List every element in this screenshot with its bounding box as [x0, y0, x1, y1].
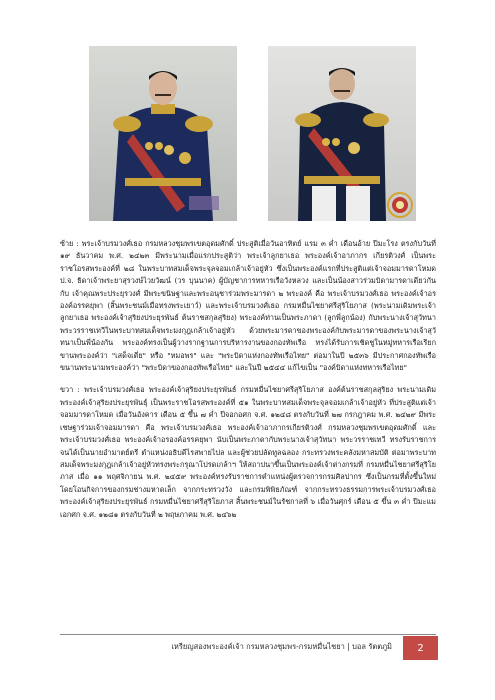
photo-right-portrait	[268, 46, 416, 221]
caption-right-description: ขวา : พระเจ้าบรมวงศ์เธอ พระองค์เจ้าสุริยงประยุรพันธ์ กรมหมื่นไชยาศรีสุริโยภาส องค์ต้นราชสกุลสุริยง พระนามเดิม พระองค์เจ้าสุริยงประยุรพันธุ์ เป็นพระราชโอรสพระองค์ที่ ๕๑ ในพระบาทสมเด็จพระจุลจอมเกล้าเจ้าอยู่หัว ที่ประสูติแต่เจ้าจอมมารดาโหมด เมื่อวันอังคาร เดือน ๕ ขึ้น ๗ ค่ำ ปีจอกอศก จ.ศ. ๑๒๔๘ ตรงกับวันที่ ๒๗ กรกฎาคม พ.ศ. ๒๔๒๙ มีพระเชษฐาร่วมเจ้าจอมมารดา คือ พระเจ้าบรมวงศ์เธอ พระองค์เจ้าอาภากรเกียรติวงศ์ กรมหลวงชุมพรเขตอุดมศักดิ์ และพระเจ้าบรมวงศ์เธอ พระองค์เจ้าอรองค์อรรคยุพา นับเป็นพระภาดากับพระนางเจ้าสุวัทนา พระวรราชเทวี ทรงรับราชการจนได้เป็นนายอำมาตย์ตรี ตำแหน่งอธิบดีไรสพายไปล และผู้ช่วยปลัดทูลฉลอง กระทรวงพระคลังมหาสมบัติ ต่อมาพระบาทสมเด็จพระมงกุฎเกล้าเจ้าอยู่หัวทรงพระกรุณาโปรดเกล้าฯ ให้สถาปนาขึ้นเป็นพระองค์เจ้าต่างกรมที่ กรมหมื่นไชยาศรีสุริโยภาส เมื่อ ๑๑ พฤศจิกายน พ.ศ. ๒๔๕๙ พระองค์ทรงรับราชการตำแหน่งผู้ตรวจการกรมศิลปากร ซึ่งเป็นกรมที่ตั้งขึ้นใหม่ โดยโอนกิจการของกรมช่างมหาดเล็ก จากกระทรวงวัง และกรมพิพิธภัณฑ์ จากกระทรวงธรรมการพระเจ้าบรมวงศ์เธอ พระองค์เจ้าสุริยงประยุรพันธ์ กรมหมื่นไชยาศรีสุริโยภาส สิ้นพระชนม์ในรัชกาลที่ ๖ เมื่อวันศุกร์ เดือน ๕ ขึ้น ๓ ค่ำ ปีมะแมเอกศก จ.ศ. ๑๒๘๑ ตรงกับวันที่ ๒ พฤษภาคม พ.ศ. ๒๔๖๒	[60, 385, 436, 519]
page-number-badge	[403, 636, 438, 660]
caption-left-description: ซ้าย : พระเจ้าบรมวงศ์เธอ กรมหลวงชุมพรเขตอุดมศักดิ์ ประสูติเมื่อวันอาทิตย์ แรม ๓ ค่ำ เดือนอ้าย ปีมะโรง ตรงกับวันที่ ๑๙ ธันวาคม พ.ศ. ๒๔๒๓ มีพระนามเมื่อแรกประสูติว่า พระเจ้าลูกยาเธอ พระองค์เจ้าอาภากร เกียรติวงศ์ เป็นพระราชโอรสพระองค์ที่ ๒๘ ในพระบาทสมเด็จพระจุลจอมเกล้าเจ้าอยู่หัว ซึ่งเป็นพระองค์แรกที่ประสูติแต่เจ้าจอมมารดาโหมด ป.จ. ธิดาเจ้าพระยาสุรวงษ์ไวยวัฒน์ (วร บุนนาค) ผู้บัญชาการทหารเรือวังหลวง และเป็นน้องสาวร่วมบิดามารดาเดียวกันกับ เจ้าคุณพระประยุรวงศ์ มีพระขนิษฐาและพระอนุชาร่วมพระมารดา ๒ พระองค์ คือ พระเจ้าบรมวงศ์เธอ พระองค์เจ้าอรองค์อรรคยุพา (สิ้นพระชนม์เมื่อทรงพระเยาว์) และพระเจ้าบรมวงศ์เธอ กรมหมื่นไชยาศรีสุริโยภาส (พระนามเดิมพระเจ้าลูกยาเธอ พระองค์เจ้าสุริยงประยุรพันธ์ ต้นราชสกุลสุริยง) พระองค์ท่านเป็นพระภาดา (ลูกพี่ลูกน้อง) กับพระนางเจ้าสุวัทนา พระวรราชเทวีในพระบาทสมเด็จพระมงกุฎเกล้าเจ้าอยู่หัว ด้วยพระมารดาของพระองค์กับพระมารดาของพระนางเจ้าสุวัทนาเป็นพี่น้องกัน พระองค์ทรงเป็นผู้วางรากฐานการบริหารงานของกองทัพเรือ ทรงได้รับการเชิดชูในหมู่ทหารเรือเรียกขานพระองค์ว่า "เสด็จเตี่ย" หรือ "หมอพร" และ "พระบิดาแห่งกองทัพเรือไทย" ต่อมาในปี ๒๕๓๖ มีประกาศกองทัพเรือขนานพระนามพระองค์ว่า "พระบิดาของกองทัพเรือไทย" และในปี ๒๕๔๔ แก้ไขเป็น "องค์บิดาแห่งทหารเรือไทย"	[60, 239, 436, 373]
body-text	[60, 238, 436, 531]
photo-left-portrait	[89, 46, 237, 221]
footer-divider	[60, 634, 436, 635]
foundation-seal-icon	[386, 191, 414, 219]
footer-title: เหรียญสองพระองค์เจ้า กรมหลวงชุมพร-กรมหมื่นไชยา | บอล รัตตภูมิ	[171, 642, 392, 651]
left-portrait-image	[89, 46, 237, 221]
page-number: 2	[417, 642, 424, 654]
